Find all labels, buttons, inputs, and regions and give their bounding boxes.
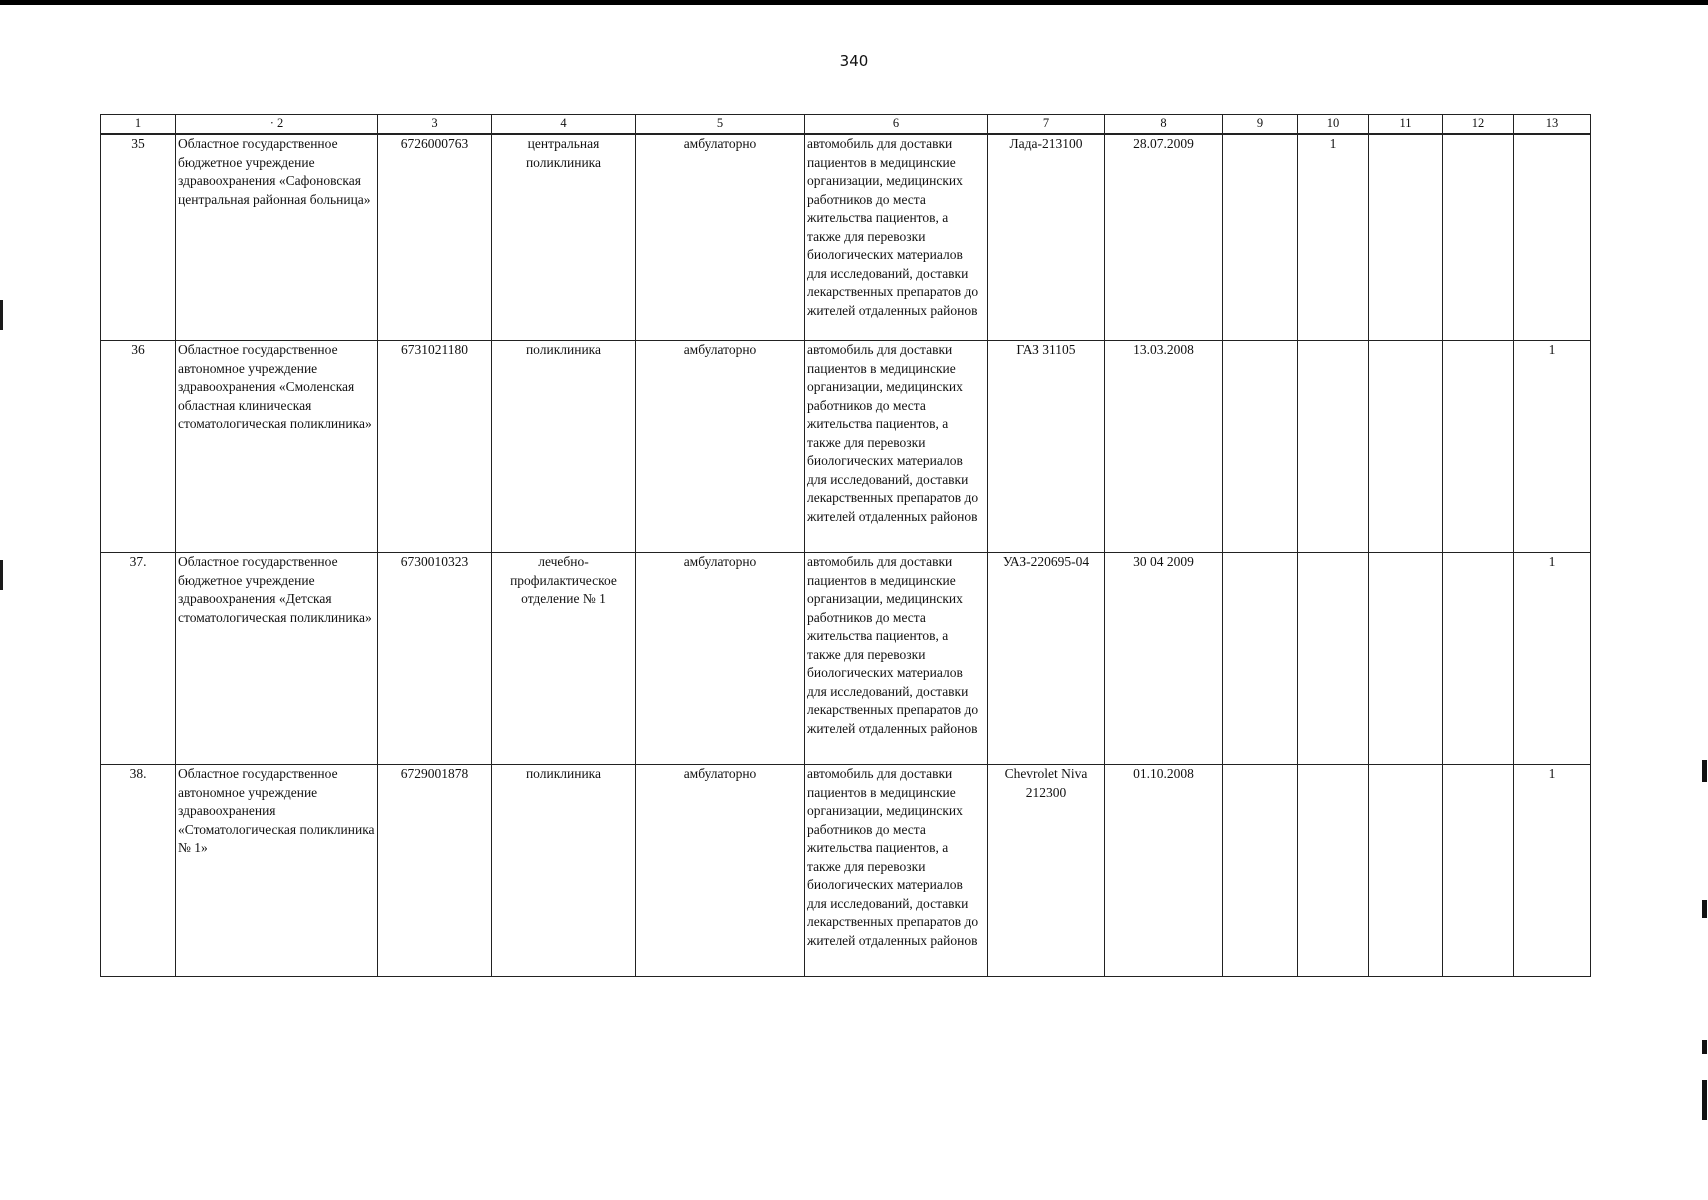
- scan-mark-right: [1702, 900, 1707, 918]
- column-13-value: 1: [1514, 553, 1591, 765]
- column-11-value: [1369, 765, 1443, 977]
- vehicle-register-table: [100, 114, 1591, 977]
- vehicle-model: Chevrolet Niva 212300: [988, 765, 1105, 977]
- table-row: [101, 765, 1591, 977]
- column-header: 3: [378, 115, 492, 135]
- vehicle-purpose: автомобиль для доставки пациентов в медицинские организации, медицинских работников до места жительства пациентов, а также для перевозки биологических материалов для исследований, доставки лекарственных препаратов до жителей отдаленных районов: [805, 341, 988, 553]
- inn-code: 6729001878: [378, 765, 492, 977]
- column-header: 10: [1298, 115, 1369, 135]
- vehicle-model: Лада-213100: [988, 134, 1105, 341]
- care-mode: амбулаторно: [636, 134, 805, 341]
- scan-mark-right: [1702, 1040, 1707, 1054]
- column-number-header: [101, 115, 1591, 135]
- column-13-value: [1514, 134, 1591, 341]
- vehicle-purpose: автомобиль для доставки пациентов в медицинские организации, медицинских работников до места жительства пациентов, а также для перевозки биологических материалов для исследований, доставки лекарственных препаратов до жителей отдаленных районов: [805, 134, 988, 341]
- inn-code: 6730010323: [378, 553, 492, 765]
- vehicle-model: УАЗ-220695-04: [988, 553, 1105, 765]
- inn-code: 6726000763: [378, 134, 492, 341]
- care-mode: амбулаторно: [636, 553, 805, 765]
- care-mode: амбулаторно: [636, 765, 805, 977]
- column-10-value: [1298, 341, 1369, 553]
- row-number: 36: [101, 341, 176, 553]
- column-header: 12: [1443, 115, 1514, 135]
- column-12-value: [1443, 341, 1514, 553]
- column-12-value: [1443, 765, 1514, 977]
- column-9-value: [1223, 341, 1298, 553]
- inn-code: 6731021180: [378, 341, 492, 553]
- column-header: 1: [101, 115, 176, 135]
- row-number: 37.: [101, 553, 176, 765]
- column-header: 8: [1105, 115, 1223, 135]
- table-row: [101, 553, 1591, 765]
- subdivision: лечебно-профилактическое отделение № 1: [492, 553, 636, 765]
- organization-name: Областное государственное бюджетное учреждение здравоохранения «Сафоновская центральная районная больница»: [176, 134, 378, 341]
- table-row: [101, 134, 1591, 341]
- column-10-value: [1298, 553, 1369, 765]
- column-9-value: [1223, 553, 1298, 765]
- organization-name: Областное государственное автономное учреждение здравоохранения «Стоматологическая поликлиника № 1»: [176, 765, 378, 977]
- column-13-value: 1: [1514, 341, 1591, 553]
- vehicle-purpose: автомобиль для доставки пациентов в медицинские организации, медицинских работников до места жительства пациентов, а также для перевозки биологических материалов для исследований, доставки лекарственных препаратов до жителей отдаленных районов: [805, 553, 988, 765]
- column-11-value: [1369, 134, 1443, 341]
- scan-mark-left: [0, 560, 3, 590]
- table-row: [101, 341, 1591, 553]
- subdivision: поликлиника: [492, 341, 636, 553]
- column-header: 6: [805, 115, 988, 135]
- column-9-value: [1223, 134, 1298, 341]
- row-number: 38.: [101, 765, 176, 977]
- column-header: 13: [1514, 115, 1591, 135]
- column-11-value: [1369, 341, 1443, 553]
- organization-name: Областное государственное автономное учреждение здравоохранения «Смоленская областная клиническая стоматологическая поликлиника»: [176, 341, 378, 553]
- scan-mark-right: [1702, 1080, 1707, 1120]
- column-header: 5: [636, 115, 805, 135]
- subdivision: поликлиника: [492, 765, 636, 977]
- column-9-value: [1223, 765, 1298, 977]
- column-12-value: [1443, 553, 1514, 765]
- page-number: 340: [839, 52, 869, 70]
- column-10-value: 1: [1298, 134, 1369, 341]
- vehicle-date: 13.03.2008: [1105, 341, 1223, 553]
- column-header: 7: [988, 115, 1105, 135]
- column-header: 11: [1369, 115, 1443, 135]
- scan-mark-left: [0, 300, 3, 330]
- vehicle-date: 30 04 2009: [1105, 553, 1223, 765]
- scan-mark-right: [1702, 760, 1707, 782]
- vehicle-model: ГАЗ 31105: [988, 341, 1105, 553]
- column-13-value: 1: [1514, 765, 1591, 977]
- column-header: 4: [492, 115, 636, 135]
- column-11-value: [1369, 553, 1443, 765]
- vehicle-date: 01.10.2008: [1105, 765, 1223, 977]
- vehicle-purpose: автомобиль для доставки пациентов в медицинские организации, медицинских работников до места жительства пациентов, а также для перевозки биологических материалов для исследований, доставки лекарственных препаратов до жителей отдаленных районов: [805, 765, 988, 977]
- column-12-value: [1443, 134, 1514, 341]
- scan-border-top: [0, 0, 1708, 5]
- row-number: 35: [101, 134, 176, 341]
- column-header: · 2: [176, 115, 378, 135]
- care-mode: амбулаторно: [636, 341, 805, 553]
- column-header: 9: [1223, 115, 1298, 135]
- organization-name: Областное государственное бюджетное учреждение здравоохранения «Детская стоматологическая поликлиника»: [176, 553, 378, 765]
- column-10-value: [1298, 765, 1369, 977]
- vehicle-date: 28.07.2009: [1105, 134, 1223, 341]
- subdivision: центральная поликлиника: [492, 134, 636, 341]
